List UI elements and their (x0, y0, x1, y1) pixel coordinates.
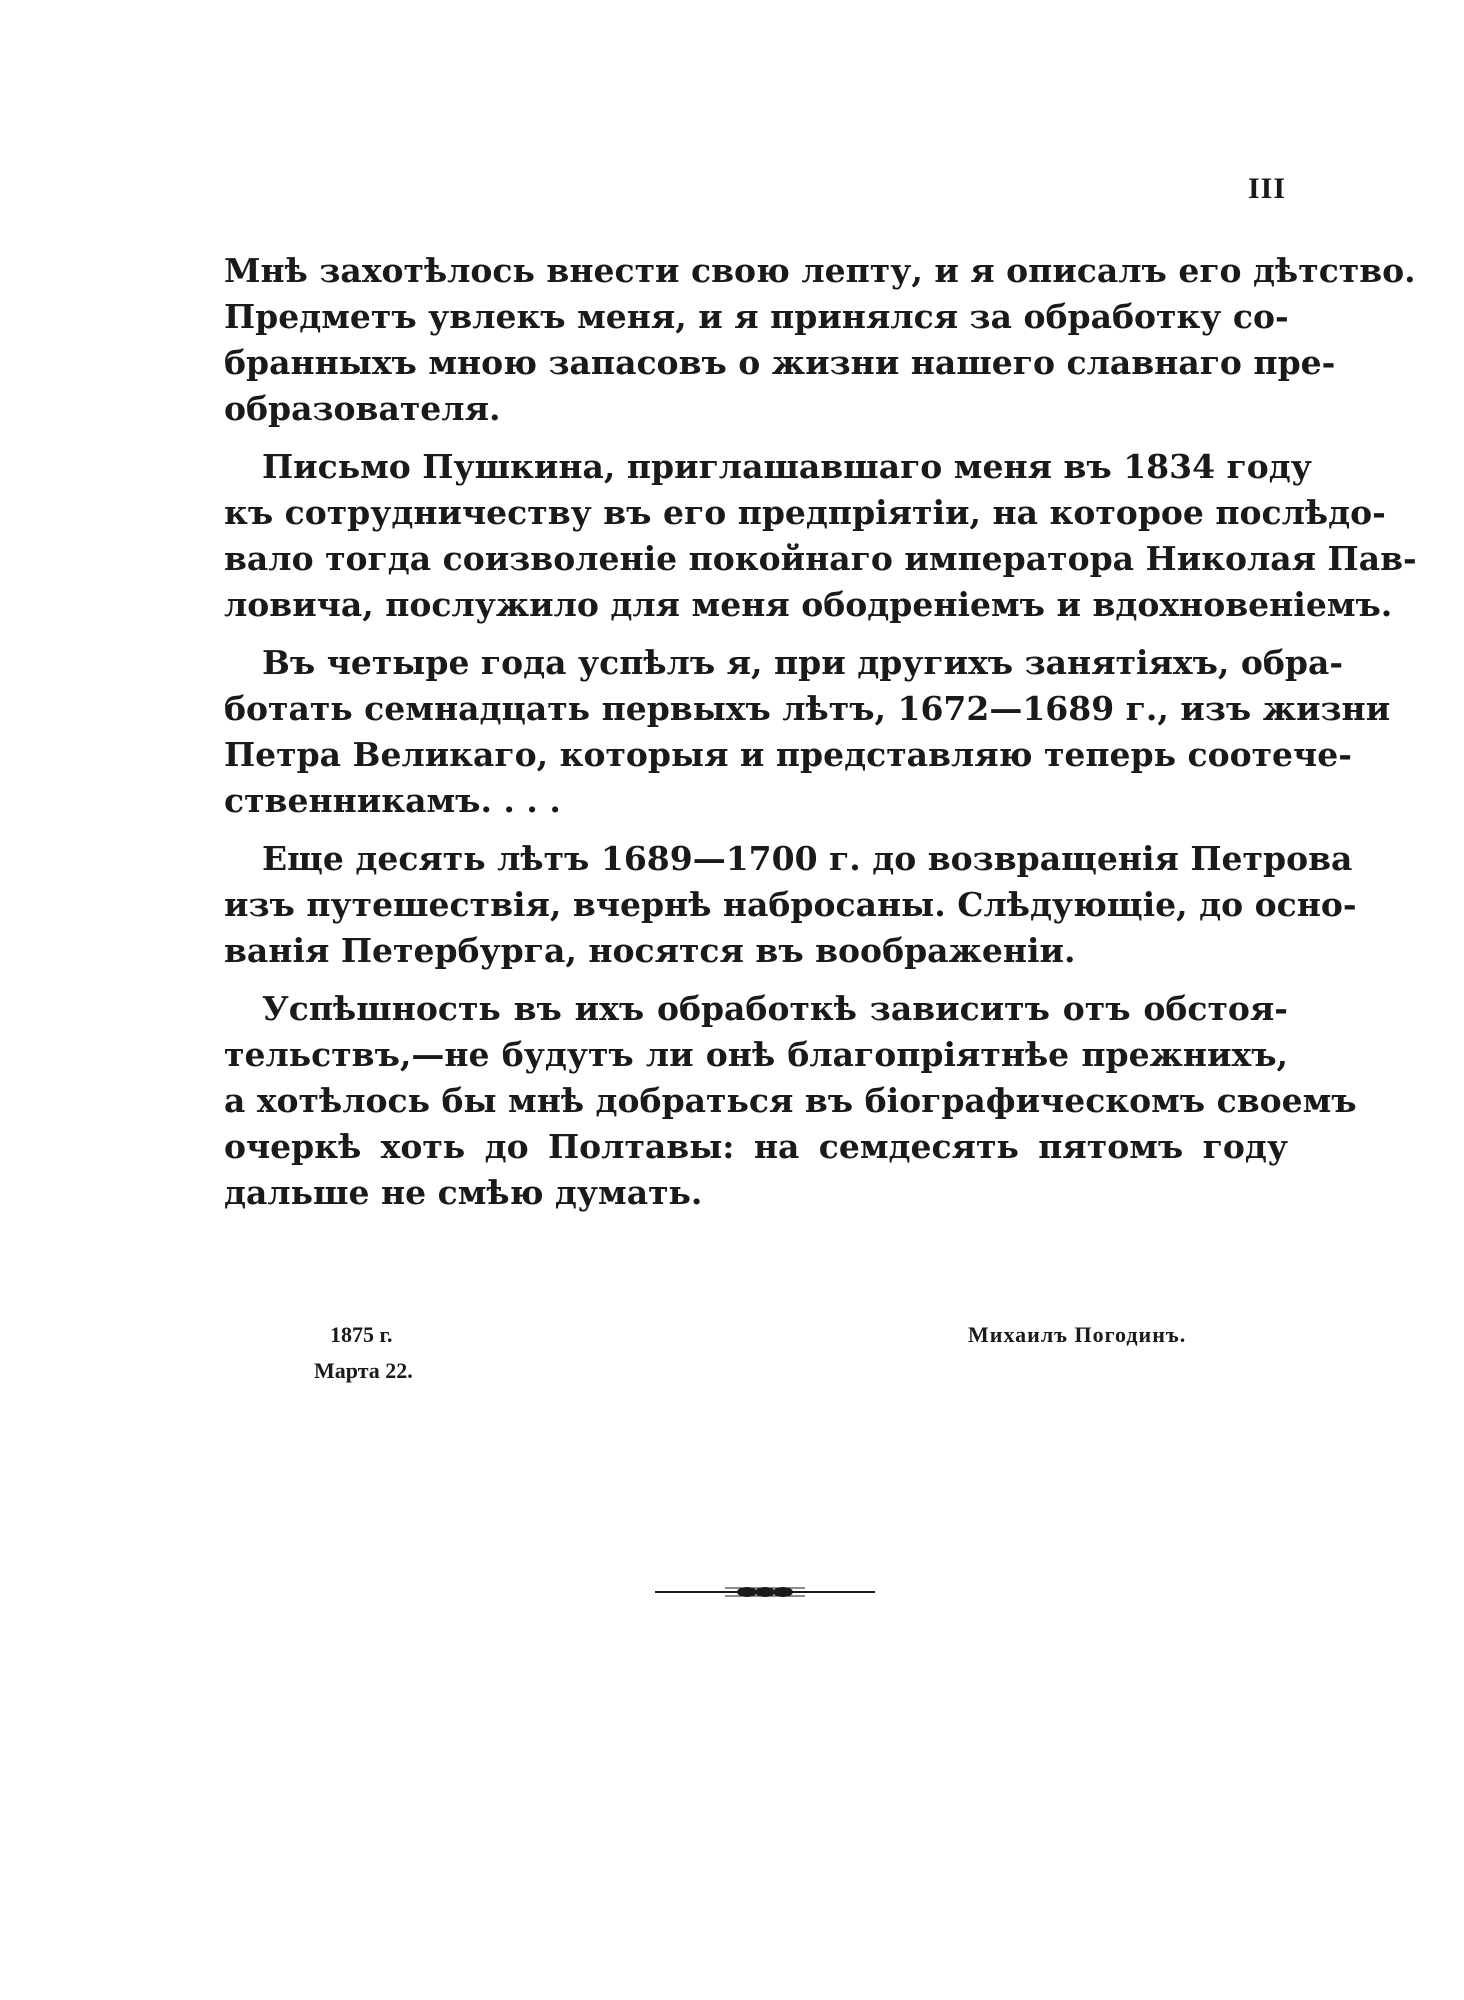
paragraph-line: Петра Великаго, которыя и представляю теперь соотече- (224, 735, 1352, 774)
page-number: III (1248, 172, 1287, 205)
author-signature: Михаилъ Погодинъ. (968, 1322, 1187, 1347)
paragraph-line: Предметъ увлекъ меня, и я принялся за обработку со- (224, 297, 1289, 336)
date-year: 1875 г. (330, 1322, 393, 1347)
paragraph-line: ловича, послужило для меня ободреніемъ и вдохновеніемъ. (224, 585, 1393, 624)
paragraph-line: Письмо Пушкина, приглашавшаго меня въ 1834 году (262, 447, 1312, 486)
paragraph-line: Еще десять лѣтъ 1689—1700 г. до возвращенія Петрова (262, 839, 1353, 878)
paragraph-line: образователя. (224, 389, 501, 428)
paragraph-line: вало тогда соизволеніе покойнаго императора Николая Пав- (224, 539, 1417, 578)
paragraph-line: а хотѣлось бы мнѣ добраться въ біографическомъ своемъ (224, 1081, 1357, 1120)
paragraph-line: изъ путешествія, вчернѣ набросаны. Слѣдующіе, до осно- (224, 885, 1357, 924)
paragraph-line: Въ четыре года успѣлъ я, при другихъ занятіяхъ, обра- (262, 643, 1344, 682)
paragraph-line: ботать семнадцать первыхъ лѣтъ, 1672—1689 г., изъ жизни (224, 689, 1391, 728)
paragraph-line: къ сотрудничеству въ его предпріятіи, на которое послѣдо- (224, 493, 1386, 532)
paragraph-line: Мнѣ захотѣлось внести свою лепту, и я описалъ его дѣтство. (224, 251, 1416, 290)
signature-block (224, 1322, 1288, 1402)
paragraph-line: ственникамъ. . . . (224, 781, 561, 820)
paragraph-line: бранныхъ мною запасовъ о жизни нашего славнаго пре- (224, 343, 1336, 382)
date-day: Марта 22. (314, 1358, 413, 1383)
paragraph-line: очеркѣ хоть до Полтавы: на семдесять пятомъ году (224, 1127, 1288, 1166)
body-text (224, 248, 1417, 1216)
paragraph-line: дальше не смѣю думать. (224, 1173, 703, 1212)
paragraph-line: тельствъ,—не будутъ ли онѣ благопріятнѣе прежнихъ, (224, 1035, 1288, 1074)
paragraph-line: Успѣшность въ ихъ обработкѣ зависитъ отъ обстоя- (262, 989, 1288, 1028)
paragraph-line: ванія Петербурга, носятся въ воображеніи. (224, 931, 1076, 970)
decorative-divider-icon (655, 1580, 875, 1604)
